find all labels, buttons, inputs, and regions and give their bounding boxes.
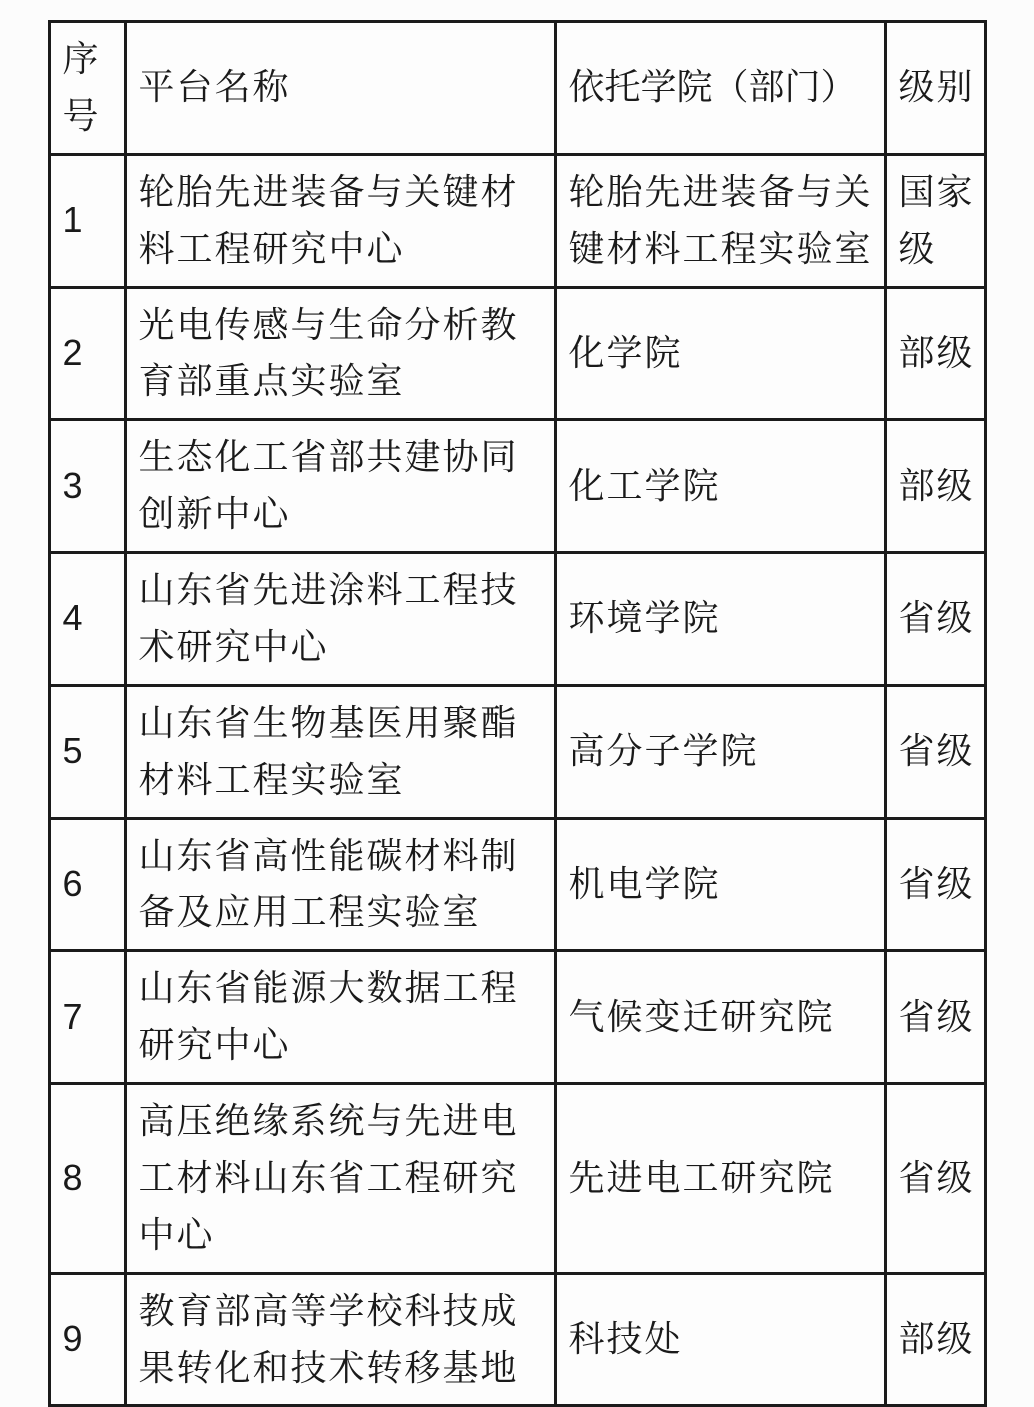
cell-platform-name: 山东省高性能碳材料制备及应用工程实验室 (125, 818, 555, 951)
col-header-level: 级别 (885, 22, 985, 155)
cell-serial-number: 6 (49, 818, 125, 951)
cell-serial-number: 3 (49, 420, 125, 553)
cell-platform-name: 高压绝缘系统与先进电工材料山东省工程研究中心 (125, 1084, 555, 1274)
table-row (49, 951, 985, 1084)
table-row (49, 1273, 985, 1406)
cell-department: 环境学院 (555, 553, 885, 686)
cell-platform-name: 轮胎先进装备与关键材料工程研究中心 (125, 154, 555, 287)
table-row (49, 553, 985, 686)
cell-level: 部级 (885, 420, 985, 553)
cell-platform-name: 生态化工省部共建协同创新中心 (125, 420, 555, 553)
cell-platform-name: 山东省能源大数据工程研究中心 (125, 951, 555, 1084)
cell-department: 高分子学院 (555, 685, 885, 818)
table-row (49, 287, 985, 420)
cell-level: 省级 (885, 553, 985, 686)
cell-serial-number: 1 (49, 154, 125, 287)
cell-department: 轮胎先进装备与关键材料工程实验室 (555, 154, 885, 287)
cell-department: 化工学院 (555, 420, 885, 553)
cell-department: 气候变迁研究院 (555, 951, 885, 1084)
cell-level: 省级 (885, 685, 985, 818)
cell-serial-number: 4 (49, 553, 125, 686)
table-row (49, 685, 985, 818)
cell-level: 部级 (885, 287, 985, 420)
table-row (49, 818, 985, 951)
cell-level: 省级 (885, 1084, 985, 1274)
cell-platform-name: 山东省先进涂料工程技术研究中心 (125, 553, 555, 686)
cell-platform-name: 教育部高等学校科技成果转化和技术转移基地 (125, 1273, 555, 1406)
col-header-serial-number: 序号 (49, 22, 125, 155)
cell-department: 先进电工研究院 (555, 1084, 885, 1274)
col-header-platform-name: 平台名称 (125, 22, 555, 155)
cell-level: 省级 (885, 818, 985, 951)
cell-level: 省级 (885, 951, 985, 1084)
cell-department: 科技处 (555, 1273, 885, 1406)
cell-platform-name: 山东省生物基医用聚酯材料工程实验室 (125, 685, 555, 818)
cell-serial-number: 7 (49, 951, 125, 1084)
cell-platform-name: 光电传感与生命分析教育部重点实验室 (125, 287, 555, 420)
table-row (49, 1084, 985, 1274)
cell-serial-number: 9 (49, 1273, 125, 1406)
cell-serial-number: 5 (49, 685, 125, 818)
table-row (49, 420, 985, 553)
table-row (49, 154, 985, 287)
cell-serial-number: 2 (49, 287, 125, 420)
cell-serial-number: 8 (49, 1084, 125, 1274)
cell-department: 机电学院 (555, 818, 885, 951)
research-platforms-table (48, 20, 987, 1407)
cell-level: 国家级 (885, 154, 985, 287)
col-header-department: 依托学院（部门） (555, 22, 885, 155)
header-row (49, 22, 985, 155)
cell-level: 部级 (885, 1273, 985, 1406)
cell-department: 化学院 (555, 287, 885, 420)
